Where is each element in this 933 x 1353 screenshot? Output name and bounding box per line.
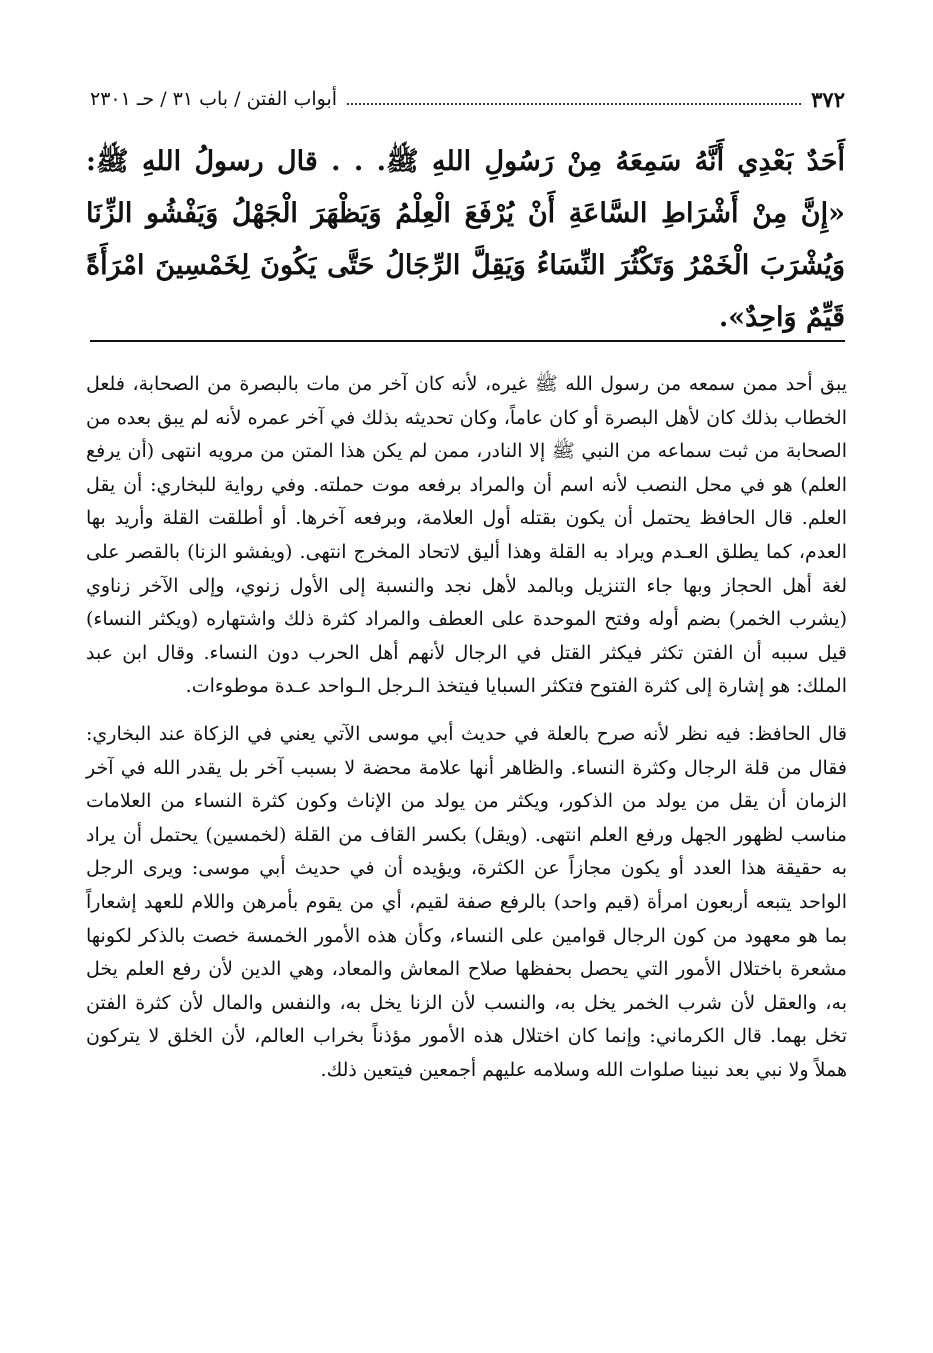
commentary-paragraph-1: يبق أحد ممن سمعه من رسول الله ﷺ غيره، لأنه كان آخر من مات بالبصرة من الصحابة، فلعل الخطاب بذلك كان لأهل البصرة أو كان عاماً، وكان تحديثه بذلك في آخر عمره لأنه لم يبق بعده من الصحابة من ثبت سماعه من النبي ﷺ إلا النادر، ممن لم يكن هذا المتن من مرويه انتهى (أن يرفع العلم) هو في محل النصب لأنه اسم أن والمراد برفعه موت حملته. وفي رواية للبخاري: أن يقل العلم. قال الحافظ يحتمل أن يكون بقتله أول العلامة، وبرفعه آخرها. أو أطلقت القلة وأريد بها العدم، كما يطلق العـدم ويراد به القلة وهذا أليق لاتحاد المخرج انتهى. (ويفشو الزنا) بالقصر على لغة أهل الحجاز وبها جاء التنزيل وبالمد لأهل نجد والنسبة إلى الأول زنوي، وإلى الآخر زناوي (يشرب الخمر) بضم أوله وفتح الموحدة على العطف والمراد كثرة ذلك واشتهاره (ويكثر النساء) قيل سببه أن الفتن تكثر فيكثر القتل في الرجال لأنهم أهل الحرب دون النساء. وقال ابن عبد الملك: هو إشارة إلى كثرة الفتوح فتكثر السبايا فيتخذ الـرجل الـواحد عـدة موطوءات. [86,373,847,698]
running-header [90,84,845,114]
hadith-text: أَحَدٌ بَعْدِي أَنَّهُ سَمِعَهُ مِنْ رَسُولِ اللهِ ﷺ. . . قال رسولُ اللهِ ﷺ: «إِنَّ مِنْ أَشْرَاطِ السَّاعَةِ أَنْ يُرْفَعَ الْعِلْمُ وَيَظْهَرَ الْجَهْلُ وَيَفْشُو الزِّنَا وَيُشْرَبَ الْخَمْرُ وَتَكْثُرَ النِّسَاءُ وَيَقِلَّ الرِّجَالُ حَتَّى يَكُونَ لِخَمْسِينَ امْرَأَةً قَيِّمٌ وَاحِدٌ». [86,146,845,333]
commentary-paragraph-2: قال الحافظ: فيه نظر لأنه صرح بالعلة في حديث أبي موسى الآتي يعني في الزكاة عند البخاري: فقال من قلة الرجال وكثرة النساء. والظاهر أنها علامة محضة لا بسبب آخر بل يقدر الله في آخر الزمان أن يقل من يولد من الذكور، ويكثر من يولد من الإناث وكون كثرة النساء من العلامات مناسب لظهور الجهل ورفع العلم انتهى. (ويقل) بكسر القاف من القلة (لخمسين) يحتمل أن يراد به حقيقة هذا العدد أو يكون مجازاً عن الكثرة، ويؤيده أن في حديث أبي موسى: ويرى الرجل الواحد يتبعه أربعون امرأة (قيم واحد) بالرفع صفة لقيم، أي من يقوم بأمرهن واللام للعهد إشعاراً بما هو معهود من كون الرجال قوامين على النساء، وكأن هذه الأمور الخمسة خصت بالذكر لكونها مشعرة باختلال الأمور التي يحصل بحفظها صلاح المعاش والمعاد، وهي الدين لأن رفع العلم يخل به، والعقل لأن شرب الخمر يخل به، والنسب لأن الزنا يخل به، والنفس والمال لأن كثرة الفتن تخل بهما. قال الكرماني: وإنما كان اختلال هذه الأمور مؤذناً بخراب العالم، لأن الخلق لا يتركون هملاً ولا نبي بعد نبينا صلوات الله وسلامه عليهم أجمعين فيتعين ذلك. [86,722,847,1081]
header-dot-leader [347,102,801,105]
hadith-text-block [86,136,845,344]
page-number: ٣٧٢ [811,86,845,112]
separator-rule [90,340,845,342]
chapter-breadcrumb: أبواب الفتن / باب ٣١ / حـ ٢٣٠١ [90,88,338,110]
commentary-block [86,368,847,1087]
